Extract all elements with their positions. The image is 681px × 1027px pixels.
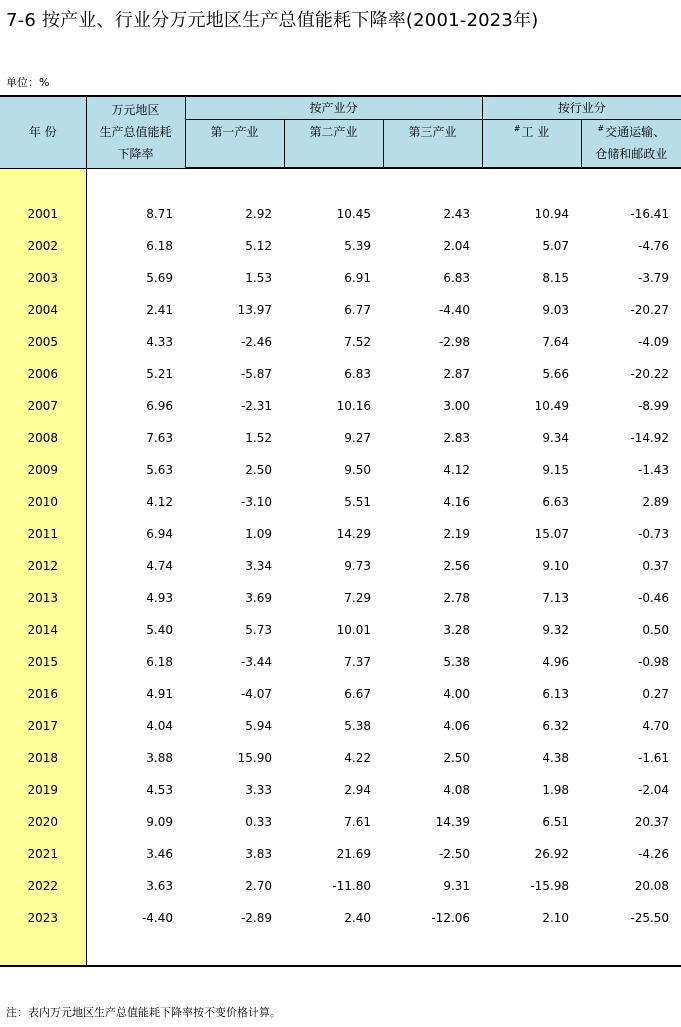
value-cell: 9.73 xyxy=(344,559,371,573)
value-cell: -2.89 xyxy=(240,911,272,925)
value-cell: -4.40 xyxy=(141,911,173,925)
value-cell: 20.37 xyxy=(634,815,670,829)
value-cell: -2.46 xyxy=(240,335,272,349)
value-cell: 5.07 xyxy=(542,239,570,253)
value-cell: 9.32 xyxy=(542,623,570,637)
value-cell: 4.91 xyxy=(146,687,173,701)
year-cell: 2020 xyxy=(0,799,86,831)
value-cell: 2.70 xyxy=(245,879,272,893)
value-cell: 0.37 xyxy=(642,559,670,573)
value-cell: -0.46 xyxy=(637,591,670,605)
value-cell: 3.46 xyxy=(146,847,173,861)
value-cell: -20.22 xyxy=(630,367,670,381)
value-cell: 4.53 xyxy=(146,783,173,797)
table-row xyxy=(0,799,681,831)
year-cell: 2009 xyxy=(0,447,86,479)
value-cell: -4.07 xyxy=(240,687,272,701)
value-cell: 10.16 xyxy=(336,399,371,413)
header-transport-line2: 仓储和邮政业 xyxy=(595,147,668,161)
value-cell: 5.12 xyxy=(245,239,272,253)
value-cell: 13.97 xyxy=(237,303,272,317)
year-cell: 2018 xyxy=(0,735,86,767)
table-row xyxy=(0,735,681,767)
table-row xyxy=(0,895,681,927)
value-cell: 2.41 xyxy=(146,303,173,317)
value-cell: 0.33 xyxy=(245,815,272,829)
value-cell: -25.50 xyxy=(630,911,670,925)
value-cell: 26.92 xyxy=(534,847,570,861)
value-cell: 2.56 xyxy=(443,559,471,573)
value-cell: 5.51 xyxy=(344,495,371,509)
value-cell: 2.83 xyxy=(443,431,471,445)
value-cell: 3.83 xyxy=(245,847,272,861)
value-cell: 20.08 xyxy=(634,879,670,893)
table-row xyxy=(0,415,681,447)
value-cell: 5.38 xyxy=(344,719,371,733)
value-cell: 6.96 xyxy=(146,399,173,413)
value-cell: 5.40 xyxy=(146,623,173,637)
value-cell: 6.83 xyxy=(344,367,371,381)
value-cell: 10.45 xyxy=(336,207,371,221)
header-total-line3: 下降率 xyxy=(117,147,154,162)
value-cell: 5.66 xyxy=(542,367,570,381)
value-cell: 1.52 xyxy=(245,431,272,445)
year-cell: 2021 xyxy=(0,831,86,863)
table-row xyxy=(0,479,681,511)
value-cell: 4.33 xyxy=(146,335,173,349)
header-by-sector: 按行业分 xyxy=(482,96,681,120)
value-cell: -0.98 xyxy=(637,655,670,669)
value-cell: 2.04 xyxy=(443,239,471,253)
value-cell: 14.39 xyxy=(435,815,471,829)
year-cell: 2007 xyxy=(0,383,86,415)
value-cell: 7.29 xyxy=(344,591,371,605)
value-cell: 5.73 xyxy=(245,623,272,637)
year-cell: 2004 xyxy=(0,287,86,319)
value-cell: 3.00 xyxy=(443,399,471,413)
value-cell: 10.01 xyxy=(336,623,371,637)
value-cell: 1.09 xyxy=(245,527,272,541)
value-cell: 9.27 xyxy=(344,431,371,445)
page-title: 7-6 按产业、行业分万元地区生产总值能耗下降率(2001-2023年) xyxy=(6,10,539,31)
value-cell: 0.50 xyxy=(642,623,670,637)
value-cell: 9.15 xyxy=(542,463,570,477)
value-cell: 6.83 xyxy=(443,271,471,285)
value-cell: -4.09 xyxy=(637,335,670,349)
value-cell: -14.92 xyxy=(630,431,670,445)
value-cell: 6.77 xyxy=(344,303,371,317)
value-cell: -4.40 xyxy=(438,303,471,317)
value-cell: 4.08 xyxy=(443,783,471,797)
value-cell: 9.31 xyxy=(443,879,471,893)
value-cell: -8.99 xyxy=(637,399,670,413)
table-row xyxy=(0,223,681,255)
header-year: 年 份 xyxy=(0,96,86,168)
value-cell: 3.33 xyxy=(245,783,272,797)
value-cell: 1.53 xyxy=(245,271,272,285)
table-row xyxy=(0,319,681,351)
footnote: 注：表内万元地区生产总值能耗下降率按不变价格计算。 xyxy=(6,1006,281,1019)
value-cell: 10.94 xyxy=(534,207,570,221)
spacer-row xyxy=(0,927,681,966)
year-cell: 2002 xyxy=(0,223,86,255)
year-cell: 2001 xyxy=(0,191,86,223)
header-primary: 第一产业 xyxy=(185,120,284,169)
year-cell: 2010 xyxy=(0,479,86,511)
header-industry xyxy=(482,120,581,169)
value-cell: -3.44 xyxy=(240,655,272,669)
value-cell: -12.06 xyxy=(431,911,471,925)
value-cell: 2.10 xyxy=(542,911,570,925)
value-cell: -3.79 xyxy=(637,271,670,285)
table-row xyxy=(0,831,681,863)
header-tertiary: 第三产业 xyxy=(383,120,482,169)
table-body xyxy=(0,168,681,966)
footnote-mark: # xyxy=(513,124,521,133)
year-cell: 2003 xyxy=(0,255,86,287)
value-cell: 2.89 xyxy=(642,495,670,509)
table-row xyxy=(0,511,681,543)
year-cell: 2005 xyxy=(0,319,86,351)
table-row xyxy=(0,671,681,703)
value-cell: -5.87 xyxy=(240,367,272,381)
value-cell: 4.00 xyxy=(443,687,471,701)
header-total-line2: 生产总值能耗 xyxy=(99,125,172,140)
table-row xyxy=(0,767,681,799)
table-row xyxy=(0,351,681,383)
header-transport-line1: #交通运输、 xyxy=(597,124,666,139)
value-cell: 6.91 xyxy=(344,271,371,285)
value-cell: 5.39 xyxy=(344,239,371,253)
table-row xyxy=(0,863,681,895)
value-cell: -16.41 xyxy=(630,207,670,221)
year-cell: 2022 xyxy=(0,863,86,895)
value-cell: 5.38 xyxy=(443,655,471,669)
year-cell: 2008 xyxy=(0,415,86,447)
spacer-row xyxy=(0,168,681,191)
value-cell: 5.21 xyxy=(146,367,173,381)
table-row xyxy=(0,255,681,287)
value-cell: 7.63 xyxy=(146,431,173,445)
value-cell: 5.63 xyxy=(146,463,173,477)
value-cell: 5.69 xyxy=(146,271,173,285)
value-cell: 1.98 xyxy=(542,783,570,797)
value-cell: 2.40 xyxy=(344,911,371,925)
value-cell: 3.69 xyxy=(245,591,272,605)
value-cell: 3.28 xyxy=(443,623,471,637)
table-row xyxy=(0,543,681,575)
value-cell: 4.93 xyxy=(146,591,173,605)
year-cell: 2011 xyxy=(0,511,86,543)
value-cell: 15.90 xyxy=(237,751,272,765)
value-cell: 8.71 xyxy=(146,207,173,221)
header-by-industry: 按产业分 xyxy=(185,96,482,120)
data-table xyxy=(0,95,681,967)
value-cell: 2.50 xyxy=(443,751,471,765)
value-cell: 7.61 xyxy=(344,815,371,829)
header-transport xyxy=(581,120,681,169)
value-cell: 2.92 xyxy=(245,207,272,221)
value-cell: 7.37 xyxy=(344,655,371,669)
value-cell: -2.04 xyxy=(637,783,670,797)
value-cell: 4.96 xyxy=(542,655,570,669)
value-cell: 2.78 xyxy=(443,591,471,605)
value-cell: -3.10 xyxy=(240,495,272,509)
value-cell: -4.26 xyxy=(637,847,670,861)
value-cell: 4.04 xyxy=(146,719,173,733)
value-cell: 15.07 xyxy=(534,527,570,541)
value-cell: 4.16 xyxy=(443,495,471,509)
value-cell: 6.18 xyxy=(146,655,173,669)
value-cell: 3.88 xyxy=(146,751,173,765)
value-cell: -1.61 xyxy=(637,751,670,765)
value-cell: 3.34 xyxy=(245,559,272,573)
value-cell: -15.98 xyxy=(530,879,570,893)
year-cell: 2006 xyxy=(0,351,86,383)
table-row xyxy=(0,287,681,319)
value-cell: 6.13 xyxy=(542,687,570,701)
year-cell: 2013 xyxy=(0,575,86,607)
value-cell: -11.80 xyxy=(332,879,371,893)
table-row xyxy=(0,703,681,735)
year-cell: 2015 xyxy=(0,639,86,671)
value-cell: 2.43 xyxy=(443,207,471,221)
value-cell: -2.98 xyxy=(438,335,471,349)
header-total-line1: 万元地区 xyxy=(111,103,160,118)
value-cell: 4.12 xyxy=(443,463,471,477)
value-cell: 6.94 xyxy=(146,527,173,541)
value-cell: 6.51 xyxy=(542,815,570,829)
table-row xyxy=(0,383,681,415)
value-cell: 5.94 xyxy=(245,719,272,733)
header-total xyxy=(86,96,185,168)
year-cell: 2016 xyxy=(0,671,86,703)
unit-label: 单位：% xyxy=(6,76,50,89)
value-cell: -20.27 xyxy=(630,303,670,317)
year-cell: 2017 xyxy=(0,703,86,735)
table-row xyxy=(0,607,681,639)
value-cell: 2.94 xyxy=(344,783,371,797)
year-cell: 2019 xyxy=(0,767,86,799)
value-cell: 0.27 xyxy=(642,687,670,701)
value-cell: 7.13 xyxy=(542,591,570,605)
value-cell: -2.50 xyxy=(438,847,471,861)
value-cell: -4.76 xyxy=(637,239,670,253)
value-cell: 4.70 xyxy=(642,719,670,733)
table-row xyxy=(0,447,681,479)
value-cell: 9.03 xyxy=(542,303,570,317)
value-cell: 9.50 xyxy=(344,463,371,477)
value-cell: 10.49 xyxy=(534,399,570,413)
year-cell: 2012 xyxy=(0,543,86,575)
header-industry-label: 工 业 xyxy=(521,125,550,139)
value-cell: -2.31 xyxy=(240,399,272,413)
value-cell: 14.29 xyxy=(336,527,371,541)
year-cell: 2014 xyxy=(0,607,86,639)
value-cell: 7.52 xyxy=(344,335,371,349)
value-cell: 6.18 xyxy=(146,239,173,253)
value-cell: 4.12 xyxy=(146,495,173,509)
table-row xyxy=(0,575,681,607)
value-cell: -1.43 xyxy=(637,463,670,477)
value-cell: 9.10 xyxy=(542,559,570,573)
value-cell: 6.32 xyxy=(542,719,570,733)
value-cell: -0.73 xyxy=(637,527,670,541)
value-cell: 9.34 xyxy=(542,431,570,445)
value-cell: 21.69 xyxy=(336,847,371,861)
table-row xyxy=(0,639,681,671)
year-cell: 2023 xyxy=(0,895,86,927)
value-cell: 8.15 xyxy=(542,271,570,285)
value-cell: 2.19 xyxy=(443,527,471,541)
value-cell: 2.50 xyxy=(245,463,272,477)
value-cell: 3.63 xyxy=(146,879,173,893)
value-cell: 4.22 xyxy=(344,751,371,765)
value-cell: 6.67 xyxy=(344,687,371,701)
value-cell: 2.87 xyxy=(443,367,471,381)
value-cell: 7.64 xyxy=(542,335,570,349)
table-row xyxy=(0,191,681,223)
value-cell: 9.09 xyxy=(146,815,173,829)
value-cell: 4.38 xyxy=(542,751,570,765)
header-secondary: 第二产业 xyxy=(284,120,383,169)
value-cell: 4.06 xyxy=(443,719,471,733)
footnote-mark: # xyxy=(597,124,605,133)
value-cell: 6.63 xyxy=(542,495,570,509)
value-cell: 4.74 xyxy=(146,559,173,573)
